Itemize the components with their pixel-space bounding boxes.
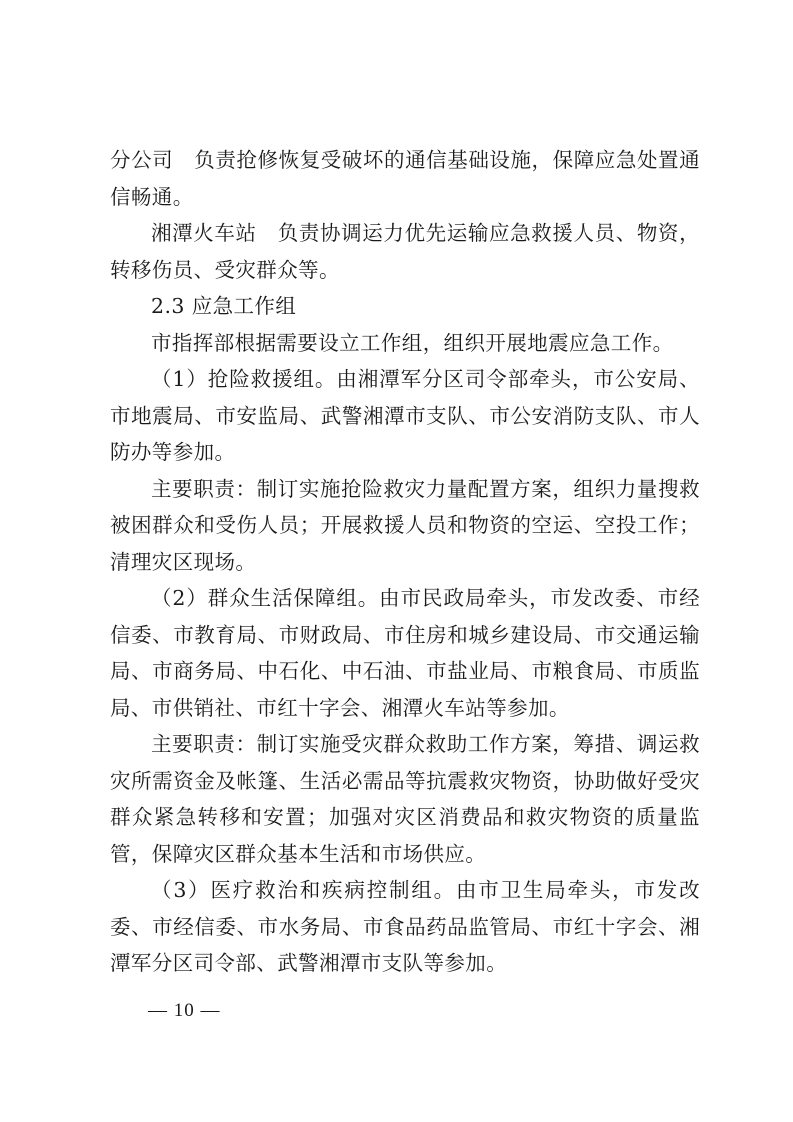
page-number: — 10 — bbox=[148, 1000, 221, 1021]
paragraph-railway-station-duty: 湘潭火车站 负责协调运力优先运输应急救援人员、物资，转移伤员、受灾群众等。 bbox=[110, 221, 700, 282]
paragraph-telecom-duty: 分公司 负责抢修恢复受破坏的通信基础设施，保障应急处置通信畅通。 bbox=[110, 148, 700, 209]
document-body bbox=[110, 142, 700, 982]
paragraph-medical-group: （3）医疗救治和疾病控制组。由市卫生局牵头，市发改委、市经信委、市水务局、市食品药品监管局、市红十字会、湘潭军分区司令部、武警湘潭市支队等参加。 bbox=[110, 878, 700, 975]
paragraph-working-groups-intro: 市指挥部根据需要设立工作组，组织开展地震应急工作。 bbox=[151, 330, 674, 355]
paragraph-living-support-group: （2）群众生活保障组。由市民政局牵头，市发改委、市经信委、市教育局、市财政局、市住房和城乡建设局、市交通运输局、市商务局、中石化、中石油、市盐业局、市粮食局、市质监局、市供销社、市红十字会、湘潭火车站等参加。 bbox=[110, 586, 700, 720]
paragraph-living-support-duties: 主要职责：制订实施受灾群众救助工作方案，筹措、调运救灾所需资金及帐篷、生活必需品等抗震救灾物资，协助做好受灾群众紧急转移和安置；加强对灾区消费品和救灾物资的质量监管，保障灾区群众基本生活和市场供应。 bbox=[110, 732, 700, 866]
paragraph-rescue-group: （1）抢险救援组。由湘潭军分区司令部牵头，市公安局、市地震局、市安监局、武警湘潭市支队、市公安消防支队、市人防办等参加。 bbox=[110, 367, 700, 464]
paragraph-rescue-group-duties: 主要职责：制订实施抢险救灾力量配置方案，组织力量搜救被困群众和受伤人员；开展救援人员和物资的空运、空投工作；清理灾区现场。 bbox=[110, 476, 700, 574]
section-heading-2-3: 2.3 应急工作组 bbox=[151, 294, 297, 318]
